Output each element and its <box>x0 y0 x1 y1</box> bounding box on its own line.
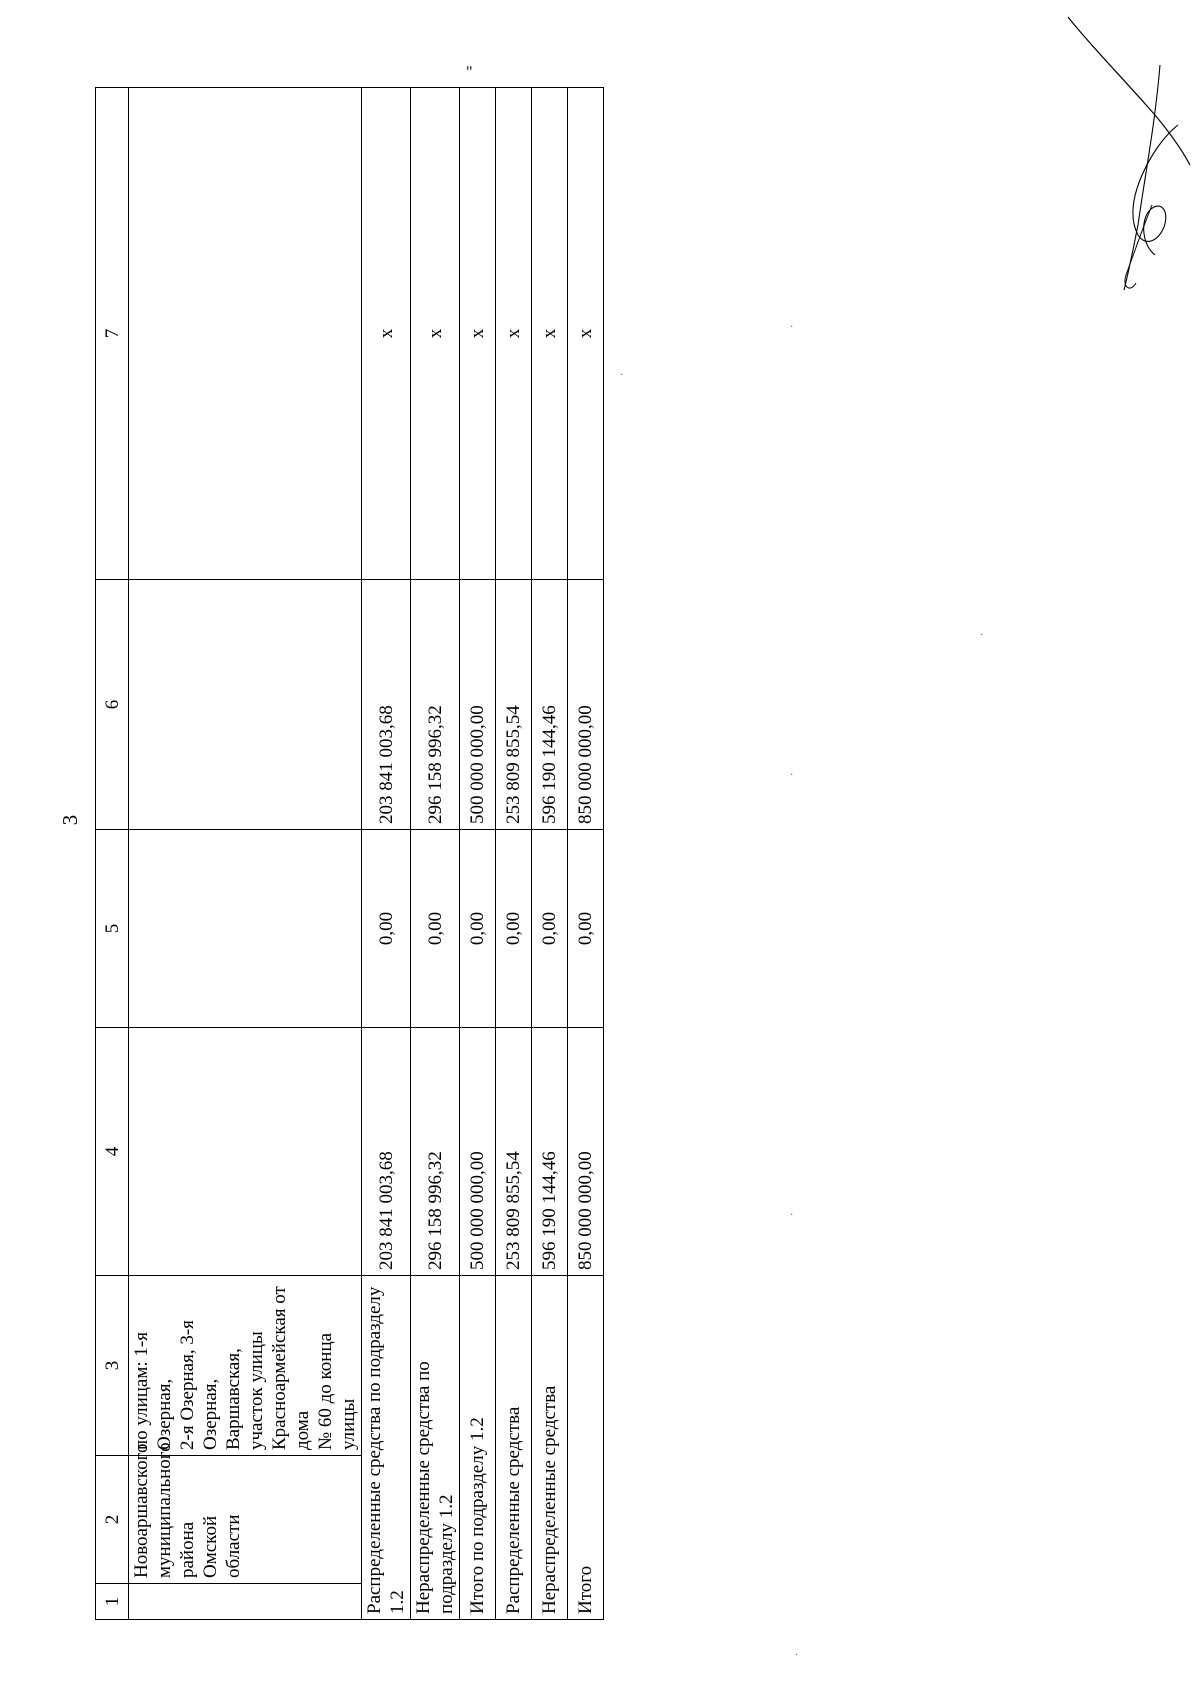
rotated-table-container <box>95 88 596 1620</box>
closing-quote: " <box>466 64 473 81</box>
summary-value-col5: 0,00 <box>496 830 532 1028</box>
summary-value-col4: 596 190 144,46 <box>532 1028 568 1276</box>
summary-value-col7: x <box>411 88 460 580</box>
summary-value-col6: 296 158 996,32 <box>411 580 460 830</box>
summary-label: Итого <box>568 1276 604 1620</box>
summary-label: Распределенные средства по подразделу 1.2 <box>362 1276 411 1620</box>
summary-value-col7: x <box>532 88 568 580</box>
summary-value-col7: x <box>496 88 532 580</box>
entry-col6 <box>129 580 362 830</box>
summary-value-col5: 0,00 <box>568 830 604 1028</box>
summary-value-col6: 850 000 000,00 <box>568 580 604 830</box>
summary-value-col6: 253 809 855,54 <box>496 580 532 830</box>
summary-value-col5: 0,00 <box>460 830 496 1028</box>
budget-table <box>95 87 604 1620</box>
column-number: 5 <box>96 830 129 1028</box>
entry-col4 <box>129 1028 362 1276</box>
summary-value-col7: x <box>568 88 604 580</box>
summary-value-col7: x <box>460 88 496 580</box>
summary-value-col7: x <box>362 88 411 580</box>
page-number: 3 <box>58 814 82 826</box>
summary-value-col4: 850 000 000,00 <box>568 1028 604 1276</box>
column-number: 7 <box>96 88 129 580</box>
column-number: 3 <box>96 1276 129 1456</box>
summary-value-col6: 203 841 003,68 <box>362 580 411 830</box>
summary-row <box>411 88 460 1620</box>
summary-row <box>568 88 604 1620</box>
summary-value-col4: 203 841 003,68 <box>362 1028 411 1276</box>
summary-value-col5: 0,00 <box>411 830 460 1028</box>
summary-value-col5: 0,00 <box>362 830 411 1028</box>
budget-table-frame <box>95 88 596 1620</box>
column-number: 1 <box>96 1584 129 1620</box>
summary-value-col6: 500 000 000,00 <box>460 580 496 830</box>
column-number: 4 <box>96 1028 129 1276</box>
summary-value-col4: 296 158 996,32 <box>411 1028 460 1276</box>
summary-label: Распределенные средства <box>496 1276 532 1620</box>
summary-row <box>362 88 411 1620</box>
summary-label: Итого по подразделу 1.2 <box>460 1276 496 1620</box>
entry-col7 <box>129 88 362 580</box>
summary-value-col5: 0,00 <box>532 830 568 1028</box>
summary-row <box>532 88 568 1620</box>
summary-label: Нераспределенные средства по подразделу 1.2 <box>411 1276 460 1620</box>
table-row-entry <box>129 88 362 1620</box>
summary-value-col4: 500 000 000,00 <box>460 1028 496 1276</box>
summary-label: Нераспределенные средства <box>532 1276 568 1620</box>
entry-col1 <box>129 1584 362 1620</box>
summary-value-col6: 596 190 144,46 <box>532 580 568 830</box>
column-number: 2 <box>96 1456 129 1584</box>
entry-municipality: Новоаршавского муниципального района Омской области <box>129 1456 362 1584</box>
column-number-row <box>96 88 129 1620</box>
summary-value-col4: 253 809 855,54 <box>496 1028 532 1276</box>
summary-row <box>496 88 532 1620</box>
entry-streets: по улицам: 1-я Озерная, 2-я Озерная, 3-я Озерная, Варшавская, участок улицы Красноармейская от дома № 60 до конца улицы <box>129 1276 362 1456</box>
summary-row <box>460 88 496 1620</box>
handwritten-signature <box>1060 5 1195 305</box>
entry-col5 <box>129 830 362 1028</box>
column-number: 6 <box>96 580 129 830</box>
